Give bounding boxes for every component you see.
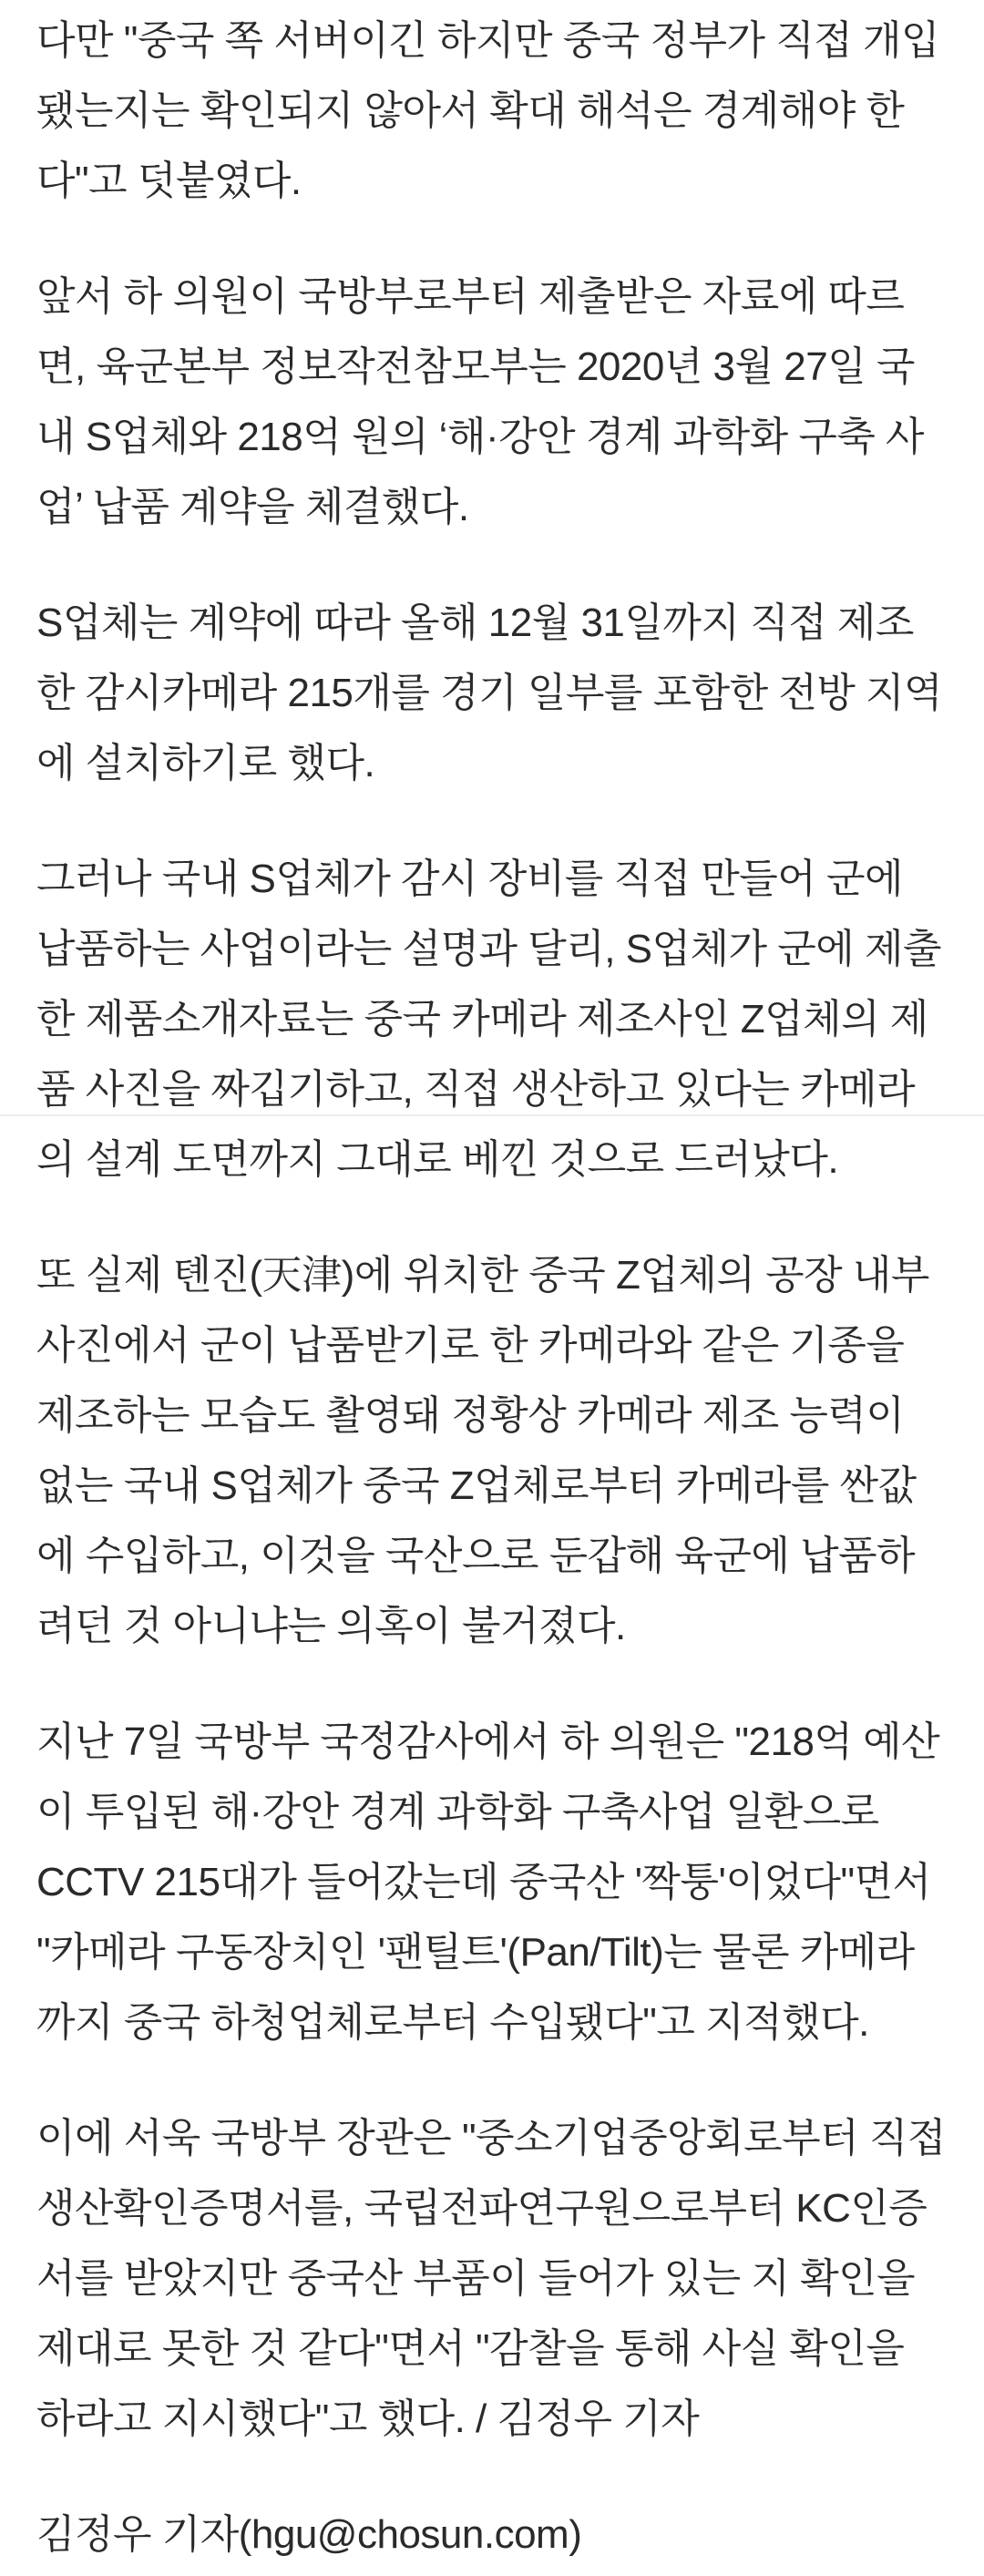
article-paragraph: 앞서 하 의원이 국방부로부터 제출받은 자료에 따르면, 육군본부 정보작전참모부는 2020년 3월 27일 국내 S업체와 218억 원의 ‘해·강안 경계 과학화 구축 사업’ 납품 계약을 체결했다. [36,274,925,529]
article-paragraph: 다만 "중국 쪽 서버이긴 하지만 중국 정부가 직접 개입됐는지는 확인되지 않아서 확대 해석은 경계해야 한다"고 덧붙였다. [36,18,939,203]
article-paragraph: 이에 서욱 국방부 장관은 "중소기업중앙회로부터 직접생산확인증명서를, 국립전파연구원으로부터 KC인증서를 받았지만 중국산 부품이 들어가 있는 지 확인을 제대로 못한 것 같다"면서 "감찰을 통해 사실 확인을 하라고 지시했다"고 했다. / 김정우 기자 [36,2116,946,2441]
article-paragraph: 지난 7일 국방부 국정감사에서 하 의원은 "218억 예산이 투입된 해·강안 경계 과학화 구축사업 일환으로 CCTV 215대가 들어갔는데 중국산 '짝퉁'이었다"면서 "카메라 구동장치인 '팬틸트'(Pan/Tilt)는 물론 카메라까지 중국 하청업체로부터 수입됐다"고 지적했다. [36,1719,940,2045]
article-byline: 김정우 기자(hgu@chosun.com) [36,2512,582,2557]
article-paragraph: 또 실제 톈진(天津)에 위치한 중국 Z업체의 공장 내부 사진에서 군이 납품받기로 한 카메라와 같은 기종을 제조하는 모습도 촬영돼 정황상 카메라 제조 능력이 없는 국내 S업체가 중국 Z업체로부터 카메라를 싼값에 수입하고, 이것을 국산으로 둔갑해 육군에 납품하려던 것 아니냐는 의혹이 불거졌다. [36,1253,929,1648]
stitch-divider-line [0,1114,984,1116]
article-paragraph: S업체는 계약에 따라 올해 12월 31일까지 직접 제조한 감시카메라 215개를 경기 일부를 포함한 전방 지역에 설치하기로 했다. [36,600,943,785]
article-paragraph: 그러나 국내 S업체가 감시 장비를 직접 만들어 군에 납품하는 사업이라는 설명과 달리, S업체가 군에 제출한 제품소개자료는 중국 카메라 제조사인 Z업체의 제품 사진을 짜깁기하고, 직접 생산하고 있다는 카메라의 설계 도면까지 그대로 베낀 것으로 드러났다. [36,857,942,1182]
